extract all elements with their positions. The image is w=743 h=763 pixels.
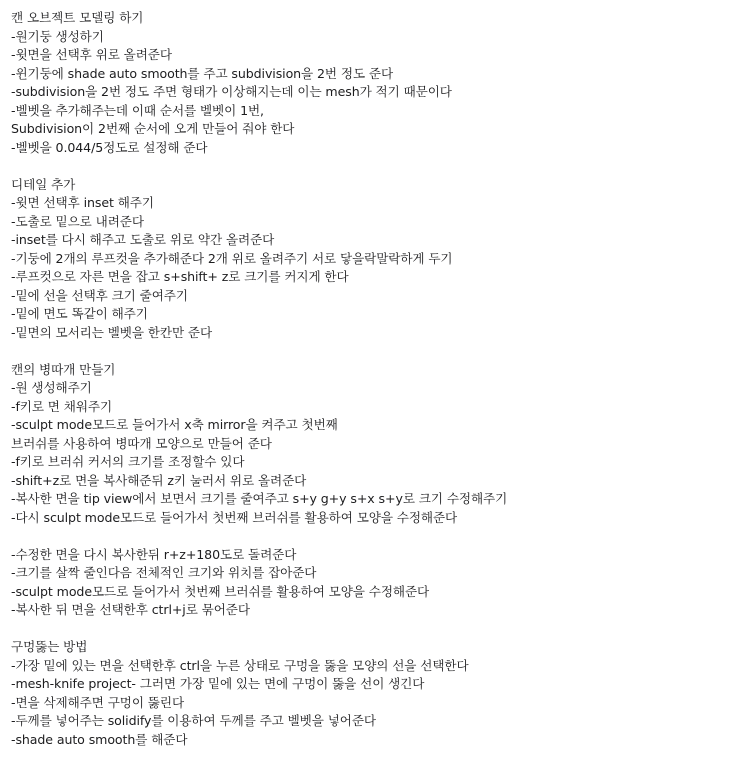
note-line: -벨벳을 0.044/5정도로 설정해 준다 xyxy=(11,139,208,155)
note-line: -inset를 다시 해주고 도출로 위로 약간 올려준다 xyxy=(11,232,275,247)
note-line: Subdivision이 2번째 순서에 오게 만들어 줘야 한다 xyxy=(11,121,295,136)
note-line: -기둥에 2개의 루프컷을 추가해준다 2개 위로 올려주기 서로 닿을락말락하게 두기 xyxy=(11,250,453,266)
note-line: -밑에 면도 똑같이 해주기 xyxy=(11,306,148,321)
section-title: 캔의 병따개 만들기 xyxy=(11,361,116,377)
note-line: -sculpt mode모드로 들어가서 첫번째 브러쉬를 활용하여 모양을 수정해준다 xyxy=(11,583,430,599)
note-line: -가장 밑에 있는 면을 선택한후 ctrl을 누른 상태로 구멍을 뚫을 모양의 선을 선택한다 xyxy=(11,657,469,673)
note-line: -다시 sculpt mode모드로 들어가서 첫번째 브러쉬를 활용하여 모양을 수정해준다 xyxy=(11,509,458,525)
note-line: -f키로 브러쉬 커서의 크기를 조정할수 있다 xyxy=(11,454,245,469)
blank-line xyxy=(11,527,736,546)
note-line: -윈기둥에 shade auto smooth를 주고 subdivision을 2번 정도 준다 xyxy=(11,65,394,81)
note-line: 브러쉬를 사용하여 병따개 모양으로 만들어 준다 xyxy=(11,435,272,451)
note-line: -루프컷으로 자른 면을 잡고 s+shift+ z로 크기를 커지게 한다 xyxy=(11,269,349,284)
section-title: 디테일 추가 xyxy=(11,176,76,192)
note-line: -shade auto smooth를 해준다 xyxy=(11,731,188,747)
section-title: 구멍뚫는 방법 xyxy=(11,639,88,654)
note-line: -f키로 면 채워주기 xyxy=(11,398,113,414)
note-line: -수정한 면을 다시 복사한뒤 r+z+180도로 돌려준다 xyxy=(11,546,297,562)
note-line: -밑면의 모서리는 벨벳을 한칸만 준다 xyxy=(11,324,213,340)
note-line: -벨벳을 추가해주는데 이때 순서를 벨벳이 1번, xyxy=(11,102,264,118)
note-line: -윗면 선택후 inset 해주기 xyxy=(11,195,154,210)
note-line: -복사한 면을 tip view에서 보면서 크기를 줄여주고 s+y g+y s+x s+y로 크기 수정해주기 xyxy=(11,491,508,506)
note-line: -원 생성해주기 xyxy=(11,380,92,395)
note-line: -두께를 넣어주는 solidify를 이용하여 두께를 주고 벨벳을 넣어준다 xyxy=(11,713,376,728)
note-line: -원기둥 생성하기 xyxy=(11,28,104,44)
note-line: -복사한 뒤 면을 선택한후 ctrl+j로 묶어준다 xyxy=(11,602,250,617)
note-line: -도출로 밑으로 내려준다 xyxy=(11,213,144,229)
blank-line xyxy=(11,620,736,639)
blank-line xyxy=(11,157,736,176)
note-line: -면을 삭제해주면 구멍이 뚫린다 xyxy=(11,694,185,710)
note-line: -sculpt mode모드로 들어가서 x축 mirror을 켜주고 첫번째 xyxy=(11,417,338,432)
note-line: -subdivision을 2번 정도 주면 형태가 이상해지는데 이는 mesh가 적기 때문이다 xyxy=(11,84,452,99)
note-line: -shift+z로 면을 복사해준뒤 z키 눌러서 위로 올려준다 xyxy=(11,472,307,488)
section-title: 캔 오브젝트 모델링 하기 xyxy=(11,10,144,25)
note-line: -밑에 선을 선택후 크기 줄여주기 xyxy=(11,287,188,303)
note-line: -크기를 살짝 줄인다음 전체적인 크기와 위치를 잡아준다 xyxy=(11,565,317,580)
note-line: -윗면을 선택후 위로 올려준다 xyxy=(11,47,172,62)
blank-line xyxy=(11,342,736,361)
note-document[interactable] xyxy=(11,9,736,749)
note-line: -mesh-knife project- 그러면 가장 밑에 있는 면에 구멍이 뚫을 선이 생긴다 xyxy=(11,676,425,691)
